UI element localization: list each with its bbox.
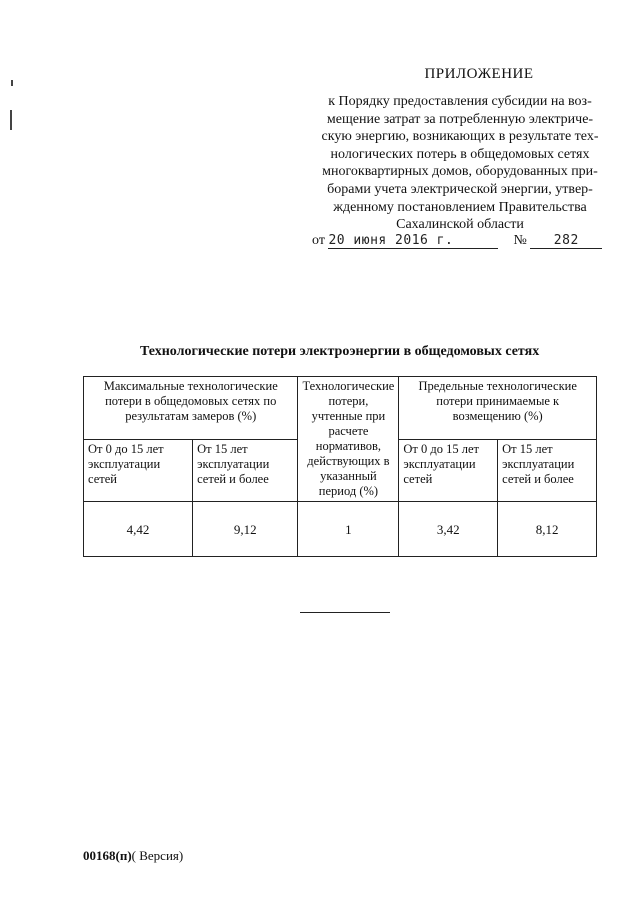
separator-line [300,612,390,613]
subheader-cell: От 0 до 15 лет эксплуатации сетей [84,439,193,502]
table-cell: 9,12 [193,502,298,557]
appendix-line: мещение затрат за потребленную электриче- [326,111,594,127]
appendix-line: борами учета электрической энергии, утвер- [327,181,593,197]
header-max-losses: Максимальные технологические потери в общедомовых сетях по результатам замеров (%) [84,377,298,440]
table-cell: 3,42 [399,502,498,557]
decree-reference [312,233,602,249]
appendix-title: ПРИЛОЖЕНИЕ [424,66,534,82]
document-footer [83,848,183,864]
date-prefix: от [312,233,325,248]
subheader-cell: От 0 до 15 лет эксплуатации сетей [399,439,498,502]
table-header-row [84,377,597,440]
decree-date: 20 июня 2016 г. [328,233,454,248]
table-row [84,502,597,557]
document-code: 00168(п) [83,848,132,863]
subheader-cell: От 15 лет эксплуатации сетей и более [193,439,298,502]
appendix-text [300,93,620,234]
losses-table [83,376,597,557]
header-normative-losses: Технологические потери, учтенные при расчете нормативов, действующих в указанный период (%) [298,377,399,502]
appendix-header [300,66,620,234]
table-cell: 1 [298,502,399,557]
decree-date-field [328,233,498,249]
appendix-line: многоквартирных домов, оборудованных при- [322,164,598,180]
number-prefix: № [513,233,527,248]
appendix-line: скую энергию, возникающих в результате тех- [321,129,599,145]
appendix-line: нологических потерь в общедомовых сетях [330,146,590,162]
table-title: Технологические потери электроэнергии в общедомовых сетях [140,344,540,359]
scan-mark [10,110,12,130]
subheader-cell: От 15 лет эксплуатации сетей и более [498,439,597,502]
appendix-line: к Порядку предоставления субсидии на воз- [328,94,592,109]
scan-mark [11,80,13,86]
appendix-line: жденному постановлением Правительства [333,199,587,215]
table-cell: 4,42 [84,502,193,557]
appendix-line: Сахалинской области [396,217,524,233]
decree-number-field [530,233,602,249]
decree-number: 282 [553,233,579,248]
document-version: ( Версия) [131,848,184,863]
table-cell: 8,12 [498,502,597,557]
header-limit-losses: Предельные технологические потери принимаемые к возмещению (%) [399,377,597,440]
